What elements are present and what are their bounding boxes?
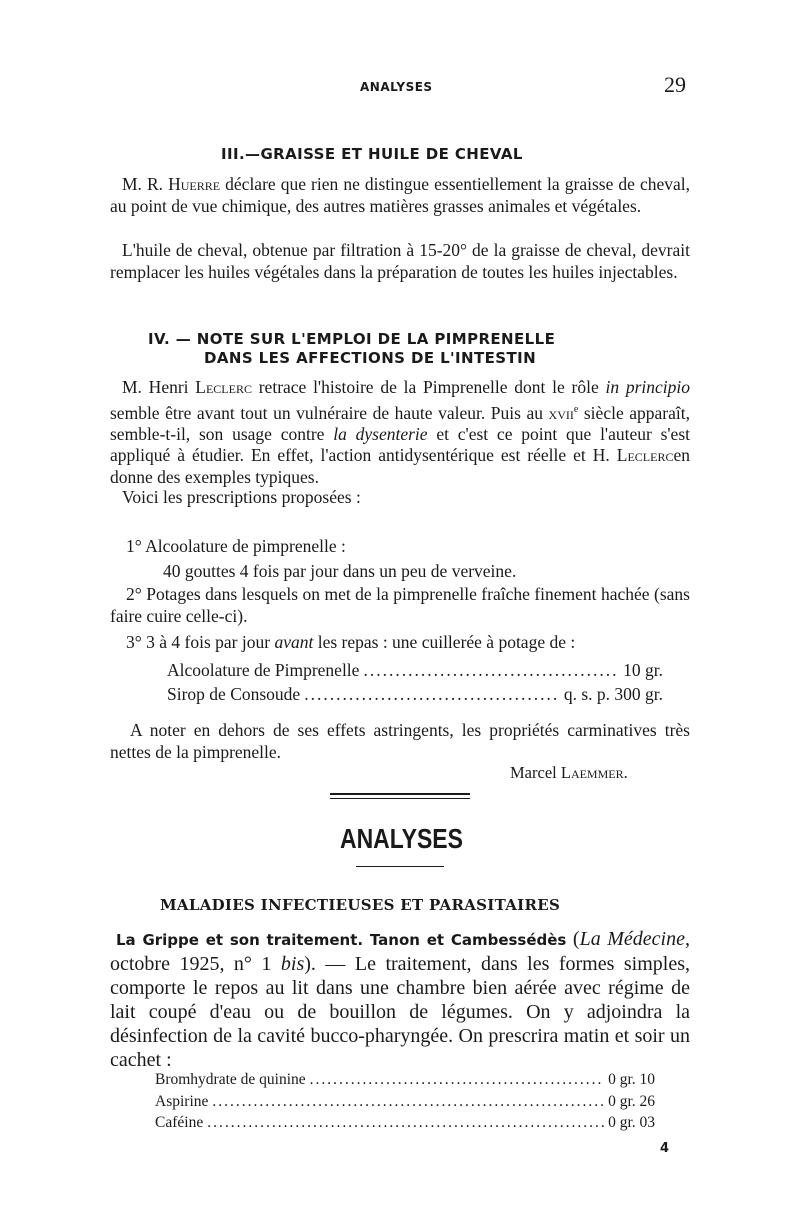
recipe-ingredient: Alcoolature de Pimprenelle	[167, 660, 360, 680]
dot-leader	[207, 1114, 604, 1132]
century-superscript: e	[573, 403, 579, 415]
section-heading-4-line-1: IV. — NOTE SUR L'EMPLOI DE LA PIMPRENELLE	[148, 330, 556, 348]
article-title: La Grippe et son traitement. Tanon et Cambessédès	[116, 931, 567, 949]
title-underline	[356, 866, 444, 867]
cachet-quantity: 0 gr. 03	[608, 1114, 655, 1131]
prescription-item-1-detail: 40 gouttes 4 fois par jour dans un peu de verveine.	[163, 561, 517, 581]
author-prefix: M. R.	[122, 174, 164, 194]
separator-rule	[330, 793, 470, 795]
author-name: Leclerc	[195, 377, 252, 397]
cachet-row	[155, 1071, 655, 1089]
citation-open: (	[572, 928, 580, 950]
author-name: Huerre	[168, 174, 221, 194]
text-part: et c'est ce point que l'auteur s'est appliqué à étudier. En effet, l'action antidysentérique est réelle et H.	[110, 423, 691, 466]
prescription-item-3	[126, 632, 575, 653]
article-body: — Le traitement, dans les formes simples, comporte le repos au lit dans une chambre bien aérée avec régime de lait coupé d'eau ou de bouillon de légumes. On y adjoindra la désinfection de la cavité bucco-pharyngée. On prescrira matin et soir un cachet :	[110, 953, 690, 1071]
italic-word: avant	[274, 632, 314, 652]
century-numeral: xvii	[548, 402, 574, 423]
citation-close: ).	[304, 953, 316, 975]
item-prefix: 3° 3 à 4 fois par jour	[126, 632, 271, 652]
signature-first-name: Marcel	[510, 763, 557, 782]
section-4-paragraph-2: Voici les prescriptions proposées :	[122, 487, 361, 507]
cachet-ingredient: Caféine	[155, 1114, 204, 1131]
recipe-ingredient: Sirop de Consoude	[167, 684, 301, 704]
dot-leader	[304, 684, 560, 705]
signature	[510, 763, 628, 783]
section-3-paragraph-2: L'huile de cheval, obtenue par filtration à 15-20° de la graisse de cheval, devrait remplacer les huiles végétales dans la préparation de toutes les huiles injectables.	[110, 240, 690, 282]
text-part: retrace l'histoire de la Pimprenelle dont le rôle	[258, 377, 599, 397]
text-part: siècle apparaît, semble-t-il, son usage contre	[110, 402, 690, 444]
signature-mark: 4	[660, 1141, 670, 1156]
prescription-item-2: 2° Potages dans lesquels on met de la pimprenelle fraîche finement hachée (sans faire cuire celle-ci).	[110, 584, 690, 626]
journal-name: La Médecine	[579, 928, 685, 950]
cachet-row	[155, 1093, 655, 1111]
section-heading-3: III.—GRAISSE ET HUILE DE CHEVAL	[221, 145, 523, 163]
recipe-quantity: q. s. p. 300 gr.	[563, 684, 663, 704]
dot-leader	[363, 660, 619, 681]
text-part: en donne des exemples typiques.	[110, 445, 690, 487]
cachet-quantity: 0 gr. 26	[608, 1093, 655, 1110]
dot-leader	[212, 1093, 604, 1111]
recipe-row	[167, 684, 663, 705]
text-part: M. Henri	[122, 377, 189, 397]
text-part: semble être avant tout un vulnéraire de haute valeur. Puis au	[110, 402, 543, 423]
cachet-ingredient: Aspirine	[155, 1093, 209, 1110]
recipe-row	[167, 660, 663, 681]
analyses-category-heading: MALADIES INFECTIEUSES ET PARASITAIRES	[160, 896, 561, 914]
recipe-quantity: 10 gr.	[623, 660, 663, 680]
analyses-article	[110, 927, 690, 1072]
analyses-title: ANALYSES	[340, 823, 463, 854]
separator-rule	[330, 798, 470, 799]
prescription-item-1: 1° Alcoolature de pimprenelle :	[126, 536, 346, 556]
signature-last-name: Laemmer.	[560, 763, 628, 782]
cachet-ingredient: Bromhydrate de quinine	[155, 1071, 306, 1088]
author-name: Leclerc	[616, 445, 674, 466]
cachet-quantity: 0 gr. 10	[608, 1071, 655, 1088]
citation-bis: bis	[280, 953, 305, 975]
italic-phrase: in principio	[605, 377, 691, 397]
section-4-closing-paragraph: A noter en dehors de ses effets astringents, les propriétés carminatives très nettes de la pimprenelle.	[110, 720, 690, 762]
page-number: 29	[664, 72, 686, 97]
citation-text: , octobre 1925, n° 1	[110, 928, 690, 975]
item-suffix: les repas : une cuillerée à potage de :	[317, 632, 576, 652]
dot-leader	[310, 1071, 604, 1089]
italic-phrase: la dysenterie	[333, 423, 428, 444]
section-4-paragraph-1	[110, 377, 690, 488]
section-3-paragraph-1	[110, 174, 690, 217]
paragraph-text: déclare que rien ne distingue essentiellement la graisse de cheval, au point de vue chimique, des autres matières grasses animales et végétales.	[110, 174, 691, 216]
cachet-row	[155, 1114, 655, 1132]
section-heading-4-line-2: DANS LES AFFECTIONS DE L'INTESTIN	[204, 349, 537, 367]
running-title: ANALYSES	[360, 80, 433, 94]
